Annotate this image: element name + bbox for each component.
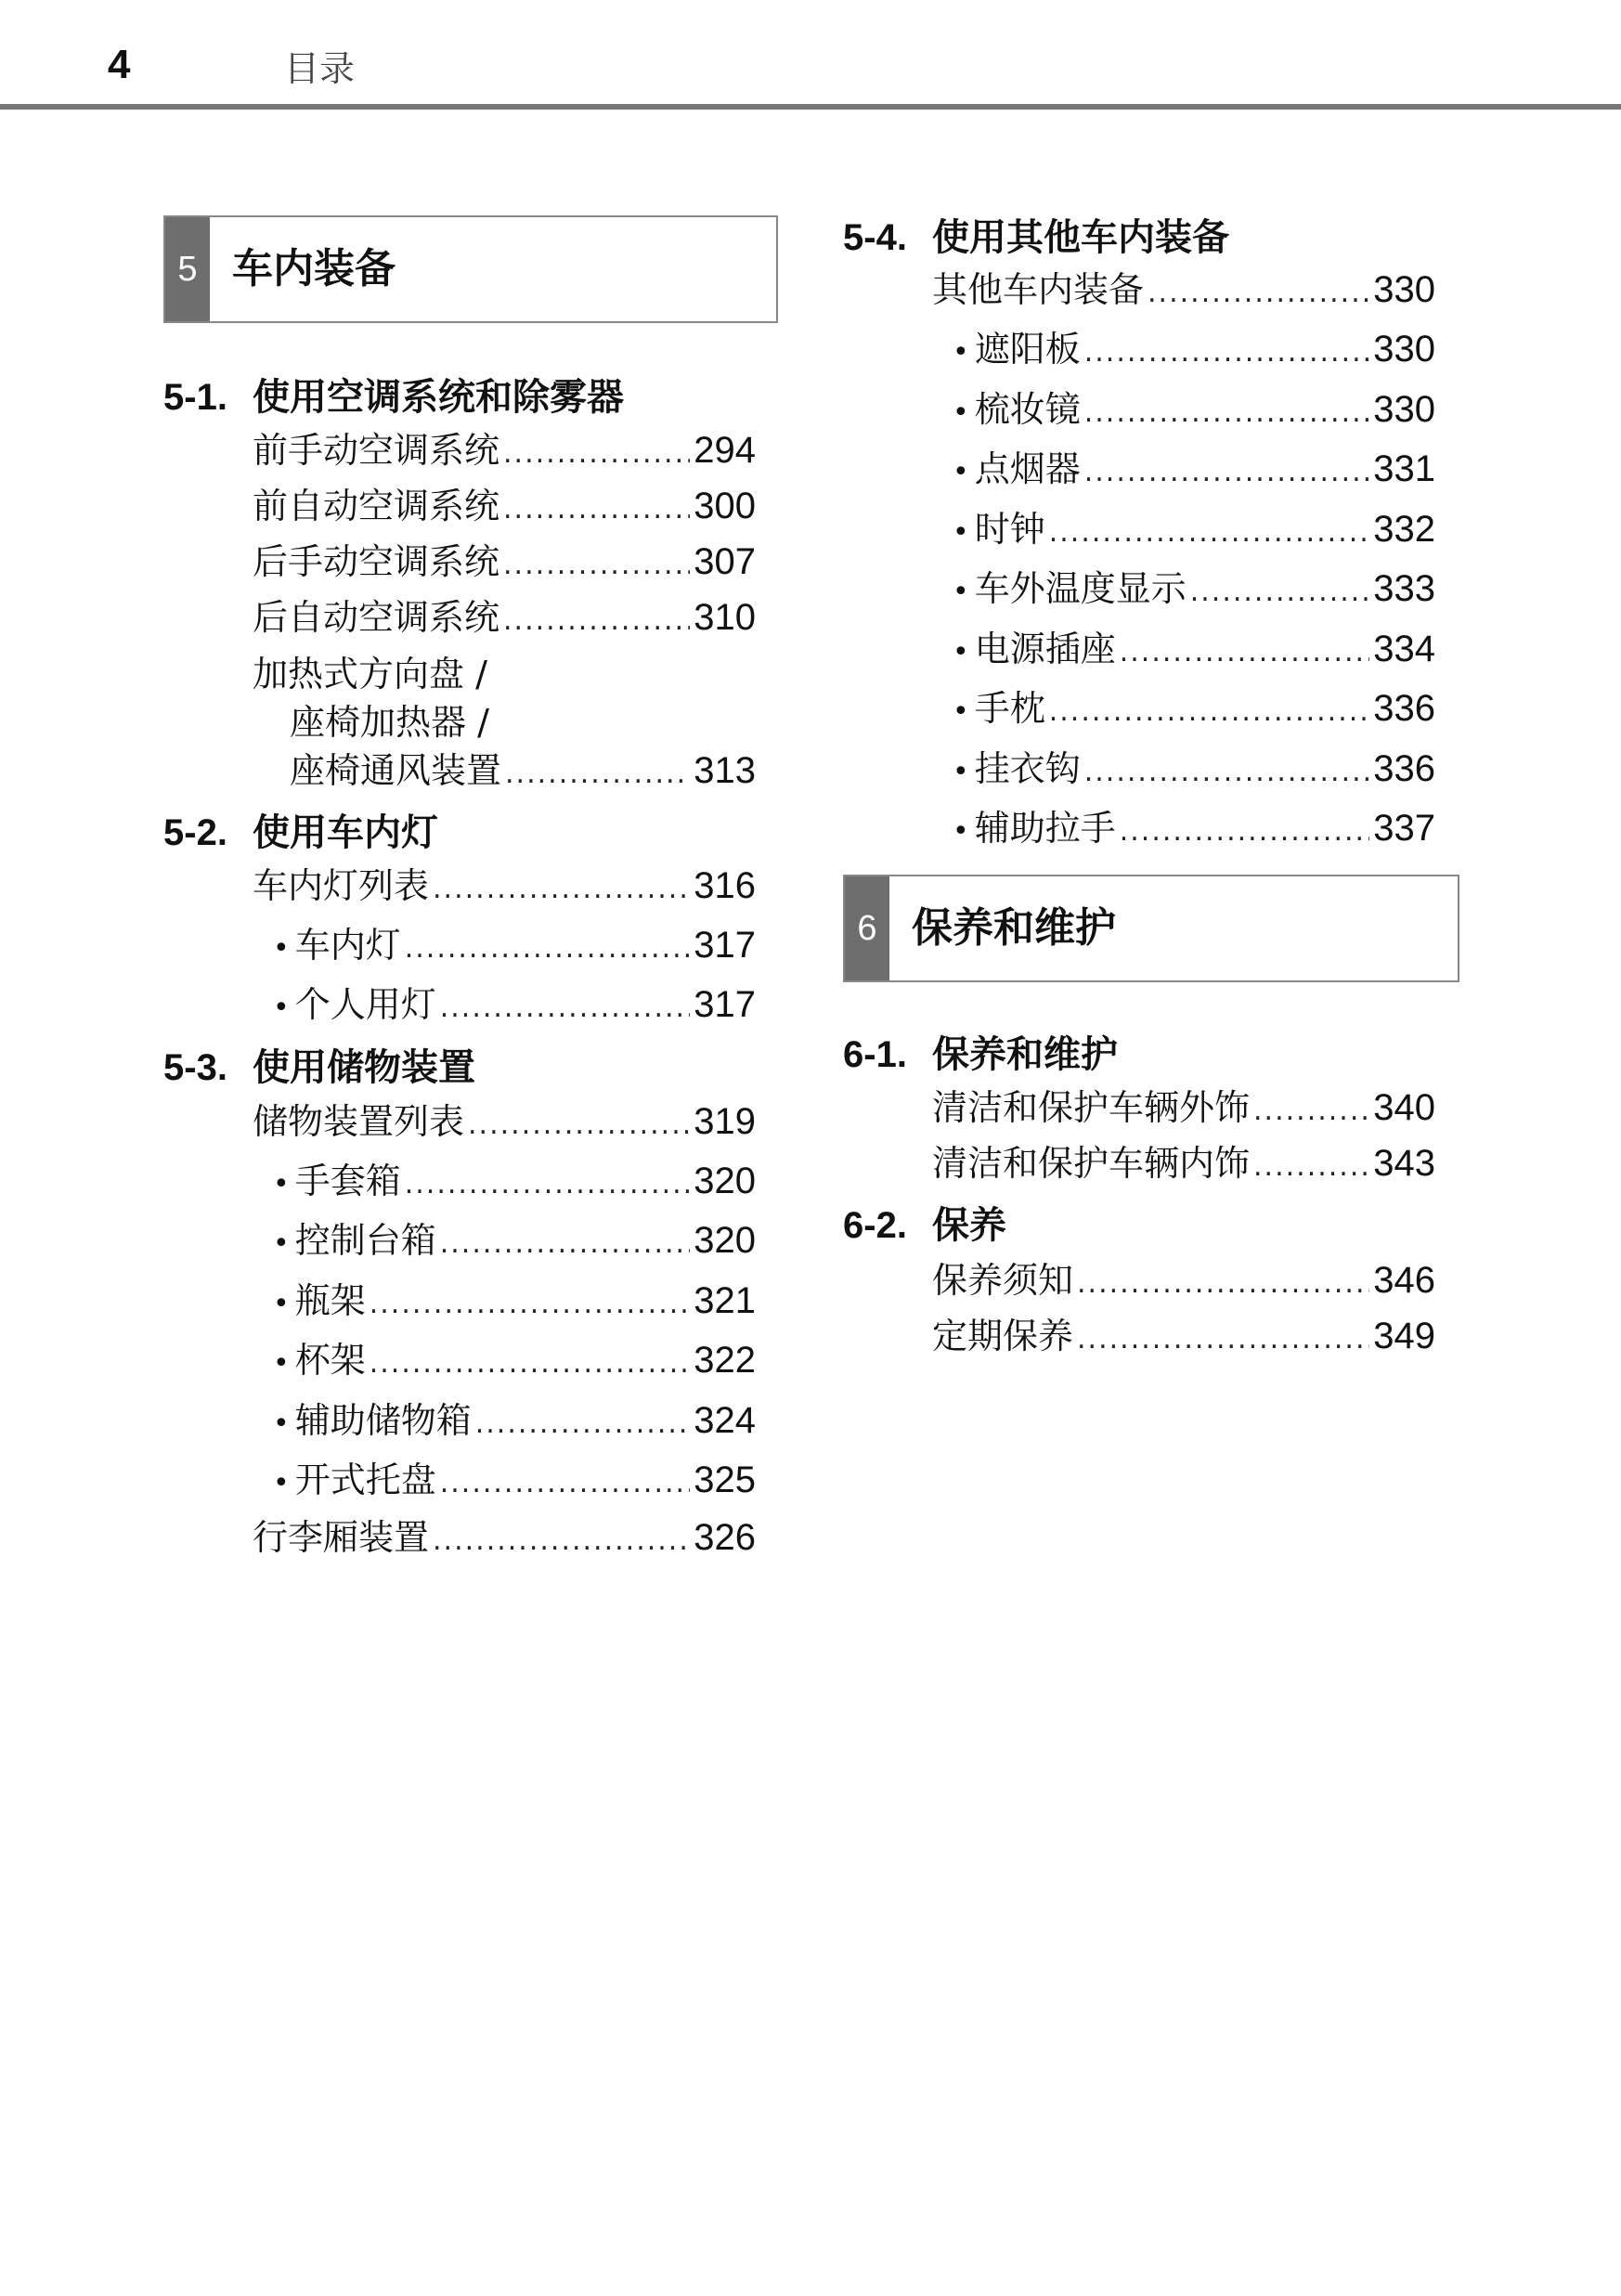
bullet-icon: •: [273, 932, 290, 965]
leader-dots: [1084, 325, 1370, 381]
chapter-6-box: [843, 875, 1459, 982]
entry-page: 340: [1373, 1087, 1435, 1128]
leader-dots: [1253, 1139, 1369, 1195]
chapter-number: 5: [165, 217, 210, 321]
toc-entry[interactable]: [953, 681, 1435, 740]
toc-entry[interactable]: [273, 977, 756, 1036]
entry-page: 333: [1373, 568, 1435, 609]
bullet-icon: •: [953, 516, 969, 549]
bullet-icon: •: [273, 992, 290, 1024]
entry-label: 电源插座: [974, 629, 1116, 669]
entry-page: 317: [694, 925, 756, 966]
entry-label: 清洁和保护车辆内饰: [932, 1143, 1251, 1184]
leader-dots: [505, 746, 690, 802]
entry-label: 时钟: [974, 509, 1045, 550]
bullet-icon: •: [953, 695, 969, 728]
leader-dots: [1084, 445, 1370, 500]
toc-entry[interactable]: [953, 561, 1435, 620]
entry-label: 手套箱: [294, 1161, 401, 1201]
page-number: 4: [108, 42, 131, 87]
bullet-icon: •: [273, 1467, 290, 1499]
entry-page: 346: [1373, 1260, 1435, 1301]
toc-entry[interactable]: [273, 1452, 756, 1511]
bullet-icon: •: [273, 1227, 290, 1260]
leader-dots: [1077, 1256, 1369, 1312]
entry-page: 343: [1373, 1143, 1435, 1184]
leader-dots: [503, 538, 690, 593]
entry-page: 336: [1373, 688, 1435, 729]
leader-dots: [1049, 684, 1370, 740]
entry-label: 车外温度显示: [974, 568, 1187, 609]
toc-entry[interactable]: [273, 1213, 756, 1272]
entry-page: 325: [694, 1459, 756, 1500]
leader-dots: [440, 980, 691, 1036]
toc-entry[interactable]: [273, 1273, 756, 1332]
section-title: 使用车内灯: [253, 811, 438, 854]
section-heading-5-2[interactable]: [163, 807, 438, 859]
toc-entry[interactable]: [932, 1252, 1435, 1312]
leader-dots: [503, 426, 690, 482]
leader-dots: [1190, 564, 1370, 620]
chapter-5-box: [163, 215, 778, 323]
toc-entry[interactable]: [953, 741, 1435, 800]
toc-entry[interactable]: [932, 1080, 1435, 1139]
bullet-icon: •: [953, 756, 969, 788]
toc-entry[interactable]: [253, 422, 756, 482]
leader-dots: [1077, 1312, 1369, 1368]
entry-page: 322: [694, 1340, 756, 1381]
entry-page: 349: [1373, 1316, 1435, 1356]
bullet-icon: •: [953, 815, 969, 848]
section-number: 5-2.: [163, 812, 227, 853]
bullet-icon: •: [273, 1407, 290, 1440]
entry-label: 遮阳板: [974, 329, 1081, 370]
entry-label: 瓶架: [294, 1280, 366, 1321]
leader-dots: [433, 1513, 690, 1569]
toc-entry[interactable]: [290, 743, 756, 802]
entry-label: 梳妆镜: [974, 389, 1081, 430]
section-title: 使用其他车内装备: [932, 216, 1229, 259]
entry-label: 挂衣钩: [974, 748, 1081, 789]
section-number: 5-1.: [163, 377, 227, 418]
leader-dots: [1084, 745, 1370, 800]
leader-dots: [370, 1277, 691, 1332]
bullet-icon: •: [953, 396, 969, 429]
leader-dots: [475, 1396, 691, 1452]
toc-entry[interactable]: [932, 262, 1435, 321]
entry-label: 后手动空调系统: [253, 541, 500, 582]
entry-label: 后自动空调系统: [253, 597, 500, 638]
toc-entry[interactable]: [273, 1153, 756, 1213]
entry-page: 331: [1373, 448, 1435, 489]
section-number: 6-1.: [843, 1034, 907, 1075]
entry-page: 310: [694, 597, 756, 638]
entry-page: 324: [694, 1400, 756, 1441]
bullet-icon: •: [953, 576, 969, 608]
entry-page: 316: [694, 865, 756, 906]
section-title: 保养和维护: [932, 1033, 1118, 1076]
toc-entry[interactable]: [253, 590, 756, 649]
entry-page: 320: [694, 1220, 756, 1261]
entry-page: 294: [694, 430, 756, 471]
entry-label: 定期保养: [932, 1316, 1074, 1356]
section-number: 6-2.: [843, 1205, 907, 1246]
leader-dots: [433, 862, 690, 917]
entry-label: 其他车内装备: [932, 269, 1145, 310]
toc-entry[interactable]: [953, 501, 1435, 561]
bullet-icon: •: [953, 636, 969, 668]
entry-label: 控制台箱: [294, 1220, 436, 1261]
entry-page: 317: [694, 984, 756, 1025]
entry-label: 清洁和保护车辆外饰: [932, 1087, 1251, 1128]
section-heading-5-3[interactable]: [163, 1042, 475, 1094]
entry-label: 辅助拉手: [974, 808, 1116, 849]
entry-label: 点烟器: [974, 448, 1081, 489]
leader-dots: [440, 1216, 691, 1272]
section-title: 保养: [932, 1204, 1006, 1247]
leader-dots: [370, 1336, 691, 1392]
section-heading-6-2[interactable]: [843, 1200, 1006, 1252]
chapter-number: 6: [845, 876, 889, 980]
entry-page: 319: [694, 1101, 756, 1142]
section-title: 使用空调系统和除雾器: [253, 376, 624, 419]
entry-label: 手枕: [974, 688, 1045, 729]
toc-entry[interactable]: [253, 534, 756, 593]
entry-page: 330: [1373, 269, 1435, 310]
entry-page: 320: [694, 1161, 756, 1201]
entry-page: 321: [694, 1280, 756, 1321]
toc-entry[interactable]: [253, 1094, 756, 1153]
leader-dots: [405, 1157, 691, 1213]
section-number: 5-3.: [163, 1047, 227, 1088]
leader-dots: [503, 593, 690, 649]
leader-dots: [1148, 266, 1369, 321]
toc-entry-line[interactable]: 加热式方向盘 /: [253, 654, 487, 694]
leader-dots: [440, 1456, 691, 1511]
leader-dots: [468, 1097, 690, 1153]
entry-label: 前自动空调系统: [253, 486, 500, 526]
leader-dots: [1049, 505, 1370, 561]
entry-page: 332: [1373, 509, 1435, 550]
entry-label: 个人用灯: [294, 984, 436, 1025]
leader-dots: [1120, 804, 1370, 860]
entry-label: 辅助储物箱: [294, 1400, 472, 1441]
entry-page: 334: [1373, 629, 1435, 669]
bullet-icon: •: [273, 1347, 290, 1380]
section-title: 使用储物装置: [253, 1046, 475, 1089]
entry-page: 313: [694, 750, 756, 791]
toc-entry[interactable]: [953, 321, 1435, 381]
section-number: 5-4.: [843, 217, 907, 258]
bullet-icon: •: [273, 1168, 290, 1200]
toc-entry[interactable]: [253, 1510, 756, 1569]
entry-label: 储物装置列表: [253, 1101, 465, 1142]
toc-entry[interactable]: [253, 478, 756, 538]
entry-page: 337: [1373, 808, 1435, 849]
section-heading-5-4[interactable]: [843, 212, 1229, 264]
entry-label: 车内灯: [294, 925, 401, 966]
toc-entry[interactable]: [273, 1332, 756, 1392]
toc-entry[interactable]: [273, 917, 756, 977]
chapter-title: 保养和维护: [912, 904, 1116, 952]
entry-page: 330: [1373, 329, 1435, 370]
entry-label: 前手动空调系统: [253, 430, 500, 471]
toc-entry[interactable]: [953, 800, 1435, 860]
entry-label: 行李厢装置: [253, 1517, 430, 1558]
leader-dots: [1120, 625, 1370, 681]
entry-page: 330: [1373, 389, 1435, 430]
toc-entry[interactable]: [953, 382, 1435, 441]
entry-label: 车内灯列表: [253, 865, 430, 906]
bullet-icon: •: [273, 1288, 290, 1320]
leader-dots: [1084, 385, 1370, 441]
bullet-icon: •: [953, 456, 969, 488]
entry-label: 座椅通风装置: [290, 750, 502, 791]
toc-entry-line[interactable]: 座椅加热器 /: [290, 702, 489, 743]
entry-label: 开式托盘: [294, 1459, 436, 1500]
page-header-title: 目录: [284, 48, 356, 89]
toc-entry[interactable]: [953, 621, 1435, 681]
entry-page: 300: [694, 486, 756, 526]
leader-dots: [503, 482, 690, 538]
toc-entry[interactable]: [953, 441, 1435, 500]
bullet-icon: •: [953, 336, 969, 369]
toc-entry[interactable]: [932, 1308, 1435, 1368]
entry-page: 326: [694, 1517, 756, 1558]
toc-entry[interactable]: [253, 858, 756, 917]
entry-page: 336: [1373, 748, 1435, 789]
header-divider: [0, 104, 1621, 110]
chapter-title: 车内装备: [232, 245, 396, 292]
entry-label: 保养须知: [932, 1260, 1074, 1301]
section-heading-5-1[interactable]: [163, 371, 624, 423]
toc-entry[interactable]: [932, 1135, 1435, 1195]
entry-page: 307: [694, 541, 756, 582]
entry-label: 杯架: [294, 1340, 366, 1381]
toc-entry[interactable]: [273, 1393, 756, 1452]
leader-dots: [405, 921, 691, 977]
section-heading-6-1[interactable]: [843, 1029, 1118, 1081]
leader-dots: [1253, 1083, 1369, 1139]
